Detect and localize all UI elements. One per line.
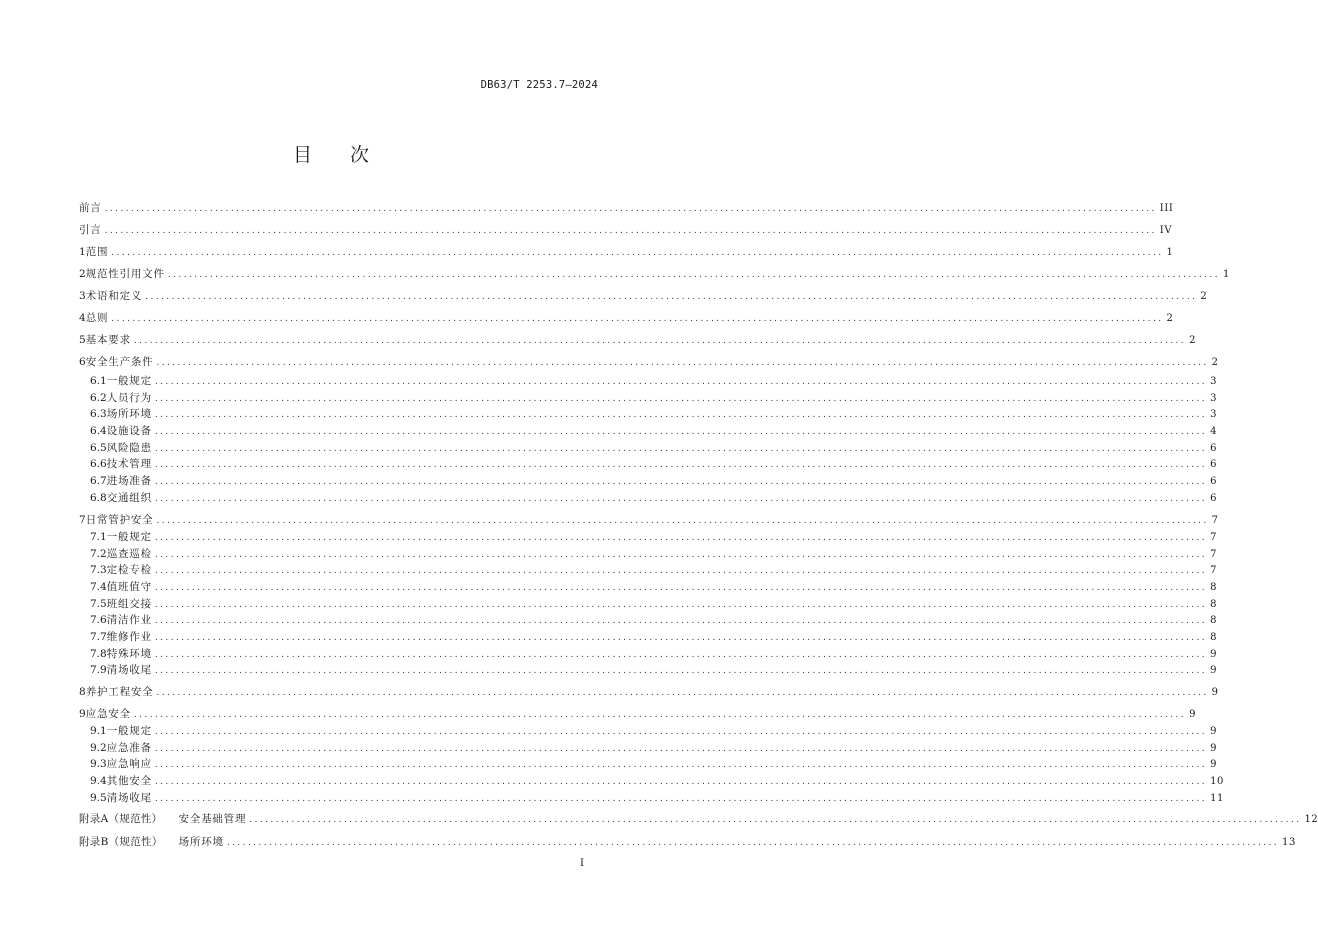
toc-entry[interactable] bbox=[90, 723, 1218, 739]
toc-entry[interactable] bbox=[90, 456, 1218, 472]
toc-entry[interactable] bbox=[90, 440, 1218, 456]
toc-entry-number: 6.7 bbox=[90, 475, 107, 487]
toc-entry-page: 3 bbox=[1210, 376, 1218, 387]
toc-appendix-label: 附录B（规范性） bbox=[79, 836, 163, 848]
toc-entry[interactable] bbox=[90, 596, 1218, 612]
toc-entry-label: 一般规定 bbox=[106, 531, 152, 543]
toc-entry-label: 术语和定义 bbox=[85, 290, 143, 302]
toc-dot-leader: ........................................................................................................................................................................................................ bbox=[154, 550, 1208, 560]
toc-entry-number: 7.1 bbox=[90, 531, 107, 543]
toc-dot-leader: ........................................................................................................................................................................................................ bbox=[111, 248, 1164, 258]
toc-dot-leader: ........................................................................................................................................................................................................ bbox=[154, 600, 1208, 610]
toc-entry-label: 规范性引用文件 bbox=[85, 268, 165, 280]
toc-entry-page: 8 bbox=[1210, 582, 1218, 593]
toc-entry-page: 6 bbox=[1210, 493, 1218, 504]
toc-entry-page: 9 bbox=[1210, 649, 1218, 660]
toc-dot-leader: ........................................................................................................................................................................................................ bbox=[154, 616, 1208, 626]
toc-entry-number: 6 bbox=[79, 356, 86, 368]
toc-dot-leader: ........................................................................................................................................................................................................ bbox=[154, 460, 1208, 470]
toc-dot-leader: ........................................................................................................................................................................................................ bbox=[249, 815, 1302, 825]
toc-entry-label: 日常管护安全 bbox=[85, 514, 154, 526]
toc-entry[interactable] bbox=[79, 244, 1174, 260]
toc-entry-label: 基本要求 bbox=[85, 334, 131, 346]
document-code: DB63/T 2253.7—2024 bbox=[480, 79, 598, 91]
toc-entry-page: 7 bbox=[1210, 565, 1218, 576]
toc-entry-label: 风险隐患 bbox=[106, 442, 152, 454]
toc-entry[interactable] bbox=[79, 354, 1219, 370]
toc-entry-number: 9.2 bbox=[90, 742, 107, 754]
toc-entry-label: 引言 bbox=[79, 224, 102, 236]
toc-entry-label: 交通组织 bbox=[106, 492, 152, 504]
toc-entry-number: 7.7 bbox=[90, 631, 107, 643]
toc-entry[interactable] bbox=[90, 423, 1218, 439]
toc-appendix-label: 附录A（规范性） bbox=[79, 813, 163, 825]
toc-entry-page: 6 bbox=[1210, 476, 1218, 487]
toc-entry-label: 技术管理 bbox=[106, 458, 152, 470]
toc-entry-label: 巡查巡检 bbox=[106, 548, 152, 560]
toc-dot-leader: ........................................................................................................................................................................................................ bbox=[154, 727, 1208, 737]
toc-entry[interactable] bbox=[79, 222, 1173, 238]
toc-dot-leader: ........................................................................................................................................................................................................ bbox=[154, 410, 1208, 420]
toc-entry[interactable] bbox=[90, 406, 1218, 422]
toc-entry[interactable] bbox=[90, 612, 1218, 628]
toc-entry-number: 7.8 bbox=[90, 648, 107, 660]
toc-entry[interactable] bbox=[90, 646, 1218, 662]
toc-entry-page: 10 bbox=[1210, 776, 1225, 787]
toc-entry-page: 9 bbox=[1189, 709, 1197, 720]
toc-entry-label: 应急准备 bbox=[106, 742, 152, 754]
toc-entry[interactable] bbox=[90, 562, 1218, 578]
toc-dot-leader: ........................................................................................................................................................................................................ bbox=[154, 633, 1208, 643]
toc-dot-leader: ........................................................................................................................................................................................................ bbox=[154, 777, 1208, 787]
toc-entry-number: 7.6 bbox=[90, 614, 107, 626]
toc-entry-number: 7 bbox=[79, 514, 86, 526]
toc-entry-page: 1 bbox=[1222, 269, 1230, 280]
toc-entry-label: 进场准备 bbox=[106, 475, 152, 487]
toc-entry-label: 清场收尾 bbox=[106, 664, 152, 676]
toc-entry-number: 9.5 bbox=[90, 792, 107, 804]
toc-entry-number: 7.5 bbox=[90, 598, 107, 610]
toc-entry-label: 值班值守 bbox=[106, 581, 152, 593]
toc-entry[interactable] bbox=[79, 332, 1197, 348]
toc-entry-page: 1 bbox=[1166, 247, 1174, 258]
toc-dot-leader: ........................................................................................................................................................................................................ bbox=[104, 204, 1157, 214]
toc-entry-page: 2 bbox=[1200, 291, 1208, 302]
toc-entry-number: 9.1 bbox=[90, 725, 107, 737]
toc-entry-number: 3 bbox=[79, 290, 86, 302]
toc-dot-leader: ........................................................................................................................................................................................................ bbox=[154, 666, 1208, 676]
toc-dot-leader: ........................................................................................................................................................................................................ bbox=[104, 226, 1157, 236]
toc-entry-label: 场所环境 bbox=[106, 408, 152, 420]
toc-entry-page: 3 bbox=[1210, 409, 1218, 420]
toc-dot-leader: ........................................................................................................................................................................................................ bbox=[154, 394, 1208, 404]
toc-entry-page: 2 bbox=[1189, 335, 1197, 346]
toc-entry-page: 9 bbox=[1210, 665, 1218, 676]
toc-entry-label: 清场收尾 bbox=[106, 792, 152, 804]
toc-entry-number: 6.8 bbox=[90, 492, 107, 504]
toc-entry-label: 维修作业 bbox=[106, 631, 152, 643]
toc-entry[interactable] bbox=[90, 790, 1225, 806]
toc-dot-leader: ........................................................................................................................................................................................................ bbox=[145, 292, 1198, 302]
toc-entry-page: 9 bbox=[1210, 759, 1218, 770]
toc-entry-page: 3 bbox=[1210, 393, 1218, 404]
toc-entry-page: 8 bbox=[1210, 632, 1218, 643]
toc-dot-leader: ........................................................................................................................................................................................................ bbox=[167, 270, 1220, 280]
toc-dot-leader: ........................................................................................................................................................................................................ bbox=[154, 444, 1208, 454]
toc-entry-page: 12 bbox=[1304, 814, 1318, 825]
toc-entry-page: 8 bbox=[1210, 599, 1218, 610]
toc-entry-page: 2 bbox=[1211, 357, 1219, 368]
toc-dot-leader: ........................................................................................................................................................................................................ bbox=[156, 516, 1209, 526]
toc-entry-page: 7 bbox=[1210, 549, 1218, 560]
toc-entry-page: 6 bbox=[1210, 443, 1218, 454]
toc-entry-number: 9.4 bbox=[90, 775, 107, 787]
toc-entry[interactable] bbox=[79, 706, 1197, 722]
toc-entry-page: 9 bbox=[1211, 687, 1219, 698]
toc-entry[interactable] bbox=[79, 310, 1174, 326]
toc-entry-label: 场所环境 bbox=[178, 836, 224, 848]
toc-entry-label: 范围 bbox=[85, 246, 109, 258]
toc-entry-label: 安全基础管理 bbox=[178, 813, 247, 825]
toc-dot-leader: ........................................................................................................................................................................................................ bbox=[156, 358, 1209, 368]
toc-entry-page: 7 bbox=[1210, 532, 1218, 543]
toc-entry-label: 总则 bbox=[85, 312, 109, 324]
toc-entry-label: 一般规定 bbox=[106, 725, 152, 737]
toc-entry[interactable] bbox=[90, 756, 1218, 772]
toc-entry[interactable] bbox=[90, 579, 1218, 595]
toc-dot-leader: ........................................................................................................................................................................................................ bbox=[133, 710, 1187, 720]
toc-title: 目 次 bbox=[292, 144, 369, 166]
toc-entry-label: 前言 bbox=[79, 202, 102, 214]
toc-entry-number: 7.3 bbox=[90, 564, 107, 576]
toc-entry[interactable] bbox=[90, 546, 1218, 562]
toc-dot-leader: ........................................................................................................................................................................................................ bbox=[154, 583, 1208, 593]
toc-entry-number: 9 bbox=[79, 708, 86, 720]
toc-dot-leader: ........................................................................................................................................................................................................ bbox=[154, 377, 1208, 387]
toc-entry-number: 4 bbox=[79, 312, 86, 324]
toc-dot-leader: ........................................................................................................................................................................................................ bbox=[154, 427, 1208, 437]
toc-dot-leader: ........................................................................................................................................................................................................ bbox=[154, 494, 1208, 504]
toc-entry-page: 11 bbox=[1210, 793, 1225, 804]
toc-dot-leader: ........................................................................................................................................................................................................ bbox=[111, 314, 1164, 324]
toc-entry-page: 9 bbox=[1210, 743, 1218, 754]
toc-entry[interactable] bbox=[79, 200, 1174, 216]
toc-dot-leader: ........................................................................................................................................................................................................ bbox=[154, 744, 1208, 754]
toc-entry-label: 设施设备 bbox=[106, 425, 152, 437]
toc-entry-number: 6.5 bbox=[90, 442, 107, 454]
toc-entry-number: 6.1 bbox=[90, 375, 107, 387]
toc-entry[interactable] bbox=[90, 773, 1225, 789]
toc-entry-number: 1 bbox=[79, 246, 86, 258]
toc-entry-page: 7 bbox=[1211, 515, 1219, 526]
toc-entry-label: 人员行为 bbox=[106, 392, 152, 404]
toc-entry-page: 2 bbox=[1166, 313, 1174, 324]
toc-dot-leader: ........................................................................................................................................................................................................ bbox=[154, 566, 1208, 576]
toc-entry-page: III bbox=[1159, 203, 1174, 214]
toc-entry-label: 班组交接 bbox=[106, 598, 152, 610]
toc-dot-leader: ........................................................................................................................................................................................................ bbox=[156, 688, 1209, 698]
toc-entry[interactable] bbox=[90, 740, 1218, 756]
toc-entry-label: 清洁作业 bbox=[106, 614, 152, 626]
toc-entry-number: 6.6 bbox=[90, 458, 107, 470]
toc-entry-number: 7.9 bbox=[90, 664, 107, 676]
toc-dot-leader: ........................................................................................................................................................................................................ bbox=[154, 650, 1208, 660]
toc-entry[interactable] bbox=[90, 490, 1218, 506]
toc-dot-leader: ........................................................................................................................................................................................................ bbox=[133, 336, 1187, 346]
toc-entry-number: 5 bbox=[79, 334, 86, 346]
toc-entry[interactable] bbox=[90, 629, 1218, 645]
toc-entry-number: 6.3 bbox=[90, 408, 107, 420]
toc-entry[interactable] bbox=[90, 529, 1218, 545]
toc-entry-label: 特殊环境 bbox=[106, 648, 152, 660]
toc-entry-page: 9 bbox=[1210, 726, 1218, 737]
toc-entry-number: 6.2 bbox=[90, 392, 107, 404]
toc-entry-label: 应急安全 bbox=[85, 708, 131, 720]
toc-entry-number: 7.4 bbox=[90, 581, 107, 593]
toc-entry[interactable] bbox=[79, 834, 1296, 850]
toc-entry-label: 养护工程安全 bbox=[85, 686, 154, 698]
toc-entry-number: 6.4 bbox=[90, 425, 107, 437]
toc-entry[interactable] bbox=[90, 473, 1218, 489]
toc-entry-page: IV bbox=[1159, 225, 1173, 236]
toc-entry[interactable] bbox=[90, 373, 1218, 389]
toc-entry[interactable] bbox=[90, 662, 1218, 678]
toc-dot-leader: ........................................................................................................................................................................................................ bbox=[154, 477, 1208, 487]
toc-entry-page: 8 bbox=[1210, 615, 1218, 626]
toc-entry-page: 13 bbox=[1282, 837, 1296, 848]
toc-dot-leader: ........................................................................................................................................................................................................ bbox=[154, 533, 1208, 543]
toc-entry[interactable] bbox=[79, 288, 1208, 304]
toc-dot-leader: ........................................................................................................................................................................................................ bbox=[226, 838, 1279, 848]
toc-entry-page: 4 bbox=[1210, 426, 1218, 437]
toc-entry-page: 6 bbox=[1210, 459, 1218, 470]
toc-entry-label: 一般规定 bbox=[106, 375, 152, 387]
toc-entry[interactable] bbox=[90, 390, 1218, 406]
toc-entry[interactable] bbox=[79, 512, 1219, 528]
toc-entry-number: 2 bbox=[79, 268, 86, 280]
footer-page-number: I bbox=[580, 858, 584, 869]
toc-entry-label: 应急响应 bbox=[106, 758, 152, 770]
toc-entry[interactable] bbox=[79, 266, 1230, 282]
toc-entry-label: 其他安全 bbox=[106, 775, 152, 787]
toc-entry-number: 7.2 bbox=[90, 548, 107, 560]
toc-entry-number: 9.3 bbox=[90, 758, 107, 770]
toc-dot-leader: ........................................................................................................................................................................................................ bbox=[154, 794, 1208, 804]
toc-entry-label: 安全生产条件 bbox=[85, 356, 154, 368]
toc-dot-leader: ........................................................................................................................................................................................................ bbox=[154, 760, 1208, 770]
toc-entry-number: 8 bbox=[79, 686, 86, 698]
toc-entry-label: 定检专检 bbox=[106, 564, 152, 576]
toc-entry[interactable] bbox=[79, 811, 1318, 827]
toc-entry[interactable] bbox=[79, 684, 1219, 700]
